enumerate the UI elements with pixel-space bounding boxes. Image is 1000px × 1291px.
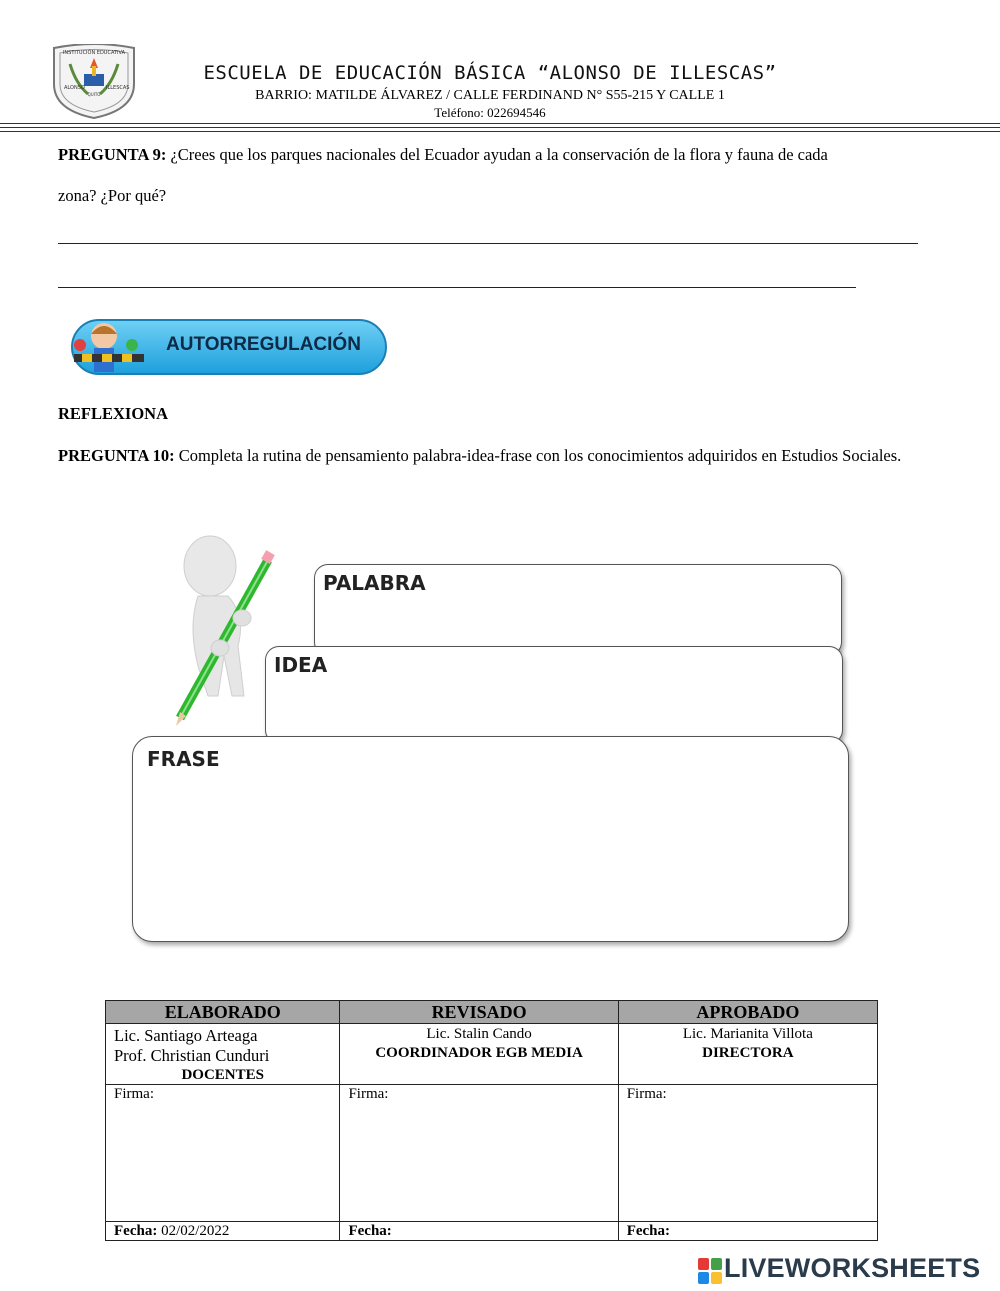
firma-aprobado[interactable] [618,1085,877,1222]
logo-square [698,1258,709,1270]
header-aprobado: APROBADO [618,1001,877,1024]
question-10-text: Completa la rutina de pensamiento palabra-idea-frase con los conocimientos adquiridos en Estudios Sociales. [178,446,902,465]
firma-revisado[interactable] [340,1085,618,1222]
question-9-continued: zona? ¿Por qué? [58,186,167,205]
elaborado-name-2: Prof. Christian Cunduri [114,1046,270,1065]
revisado-cell [340,1024,618,1085]
header-rule [0,123,1000,124]
liveworksheets-logo-icon [698,1258,722,1284]
badge-label: AUTORREGULACIÓN [166,334,361,355]
firma-label: Firma: [626,1086,667,1102]
firma-label: Firma: [348,1086,389,1102]
revisado-role: COORDINADOR EGB MEDIA [375,1045,583,1061]
fecha-value: 02/02/2022 [161,1223,230,1239]
elaborado-role: DOCENTES [181,1067,264,1083]
idea-box[interactable] [265,646,843,744]
figure-with-pencil-illustration [170,530,280,730]
school-address: BARRIO: MATILDE ÁLVAREZ / CALLE FERDINAND N° S55-215 Y CALLE 1 [255,88,725,103]
fecha-label: Fecha: [114,1223,158,1239]
fecha-revisado[interactable] [340,1222,618,1241]
logo-square [698,1272,709,1284]
header-elaborado: ELABORADO [106,1001,340,1024]
answer-line[interactable] [58,243,918,244]
elaborado-name-1: Lic. Santiago Arteaga [114,1026,258,1045]
answer-line[interactable] [58,287,856,288]
question-9-label: PREGUNTA 9: [58,145,167,164]
revisado-name: Lic. Stalin Cando [426,1026,532,1042]
signature-table [105,1000,878,1241]
question-10-label: PREGUNTA 10: [58,446,175,465]
palabra-box[interactable] [314,564,842,656]
fecha-aprobado[interactable] [618,1222,877,1241]
firma-elaborado[interactable] [106,1085,340,1222]
firma-label: Firma: [114,1086,154,1102]
elaborado-cell [106,1024,340,1085]
section-heading: REFLEXIONA [58,404,169,423]
svg-text:ILLESCAS: ILLESCAS [106,85,130,91]
svg-text:QUITO: QUITO [87,92,101,97]
header-rule [0,131,1000,132]
question-9 [58,143,924,167]
fecha-elaborado [106,1222,340,1241]
liveworksheets-brand: LIVEWORKSHEETS [724,1253,981,1283]
fecha-label: Fecha: [348,1223,392,1239]
school-logo [48,44,140,120]
school-name: ESCUELA DE EDUCACIÓN BÁSICA “ALONSO DE ILLESCAS” [203,62,777,84]
svg-text:INSTITUCIÓN EDUCATIVA: INSTITUCIÓN EDUCATIVA [62,50,126,56]
palabra-label: PALABRA [323,571,426,595]
question-9-text: ¿Crees que los parques nacionales del Ecuador ayudan a la conservación de la flora y fauna de cada [170,145,828,164]
school-phone: Teléfono: 022694546 [434,105,546,120]
header-revisado: REVISADO [340,1001,618,1024]
frase-label: FRASE [147,747,220,771]
aprobado-name: Lic. Marianita Villota [682,1026,813,1042]
logo-square [711,1258,722,1270]
question-10 [58,444,924,468]
header-rule [0,127,1000,128]
svg-text:ALONSO: ALONSO [64,85,85,91]
aprobado-cell [618,1024,877,1085]
frase-box[interactable] [132,736,849,942]
idea-label: IDEA [274,653,328,677]
aprobado-role: DIRECTORA [702,1045,794,1061]
fecha-label: Fecha: [626,1223,671,1239]
logo-square [711,1272,722,1284]
